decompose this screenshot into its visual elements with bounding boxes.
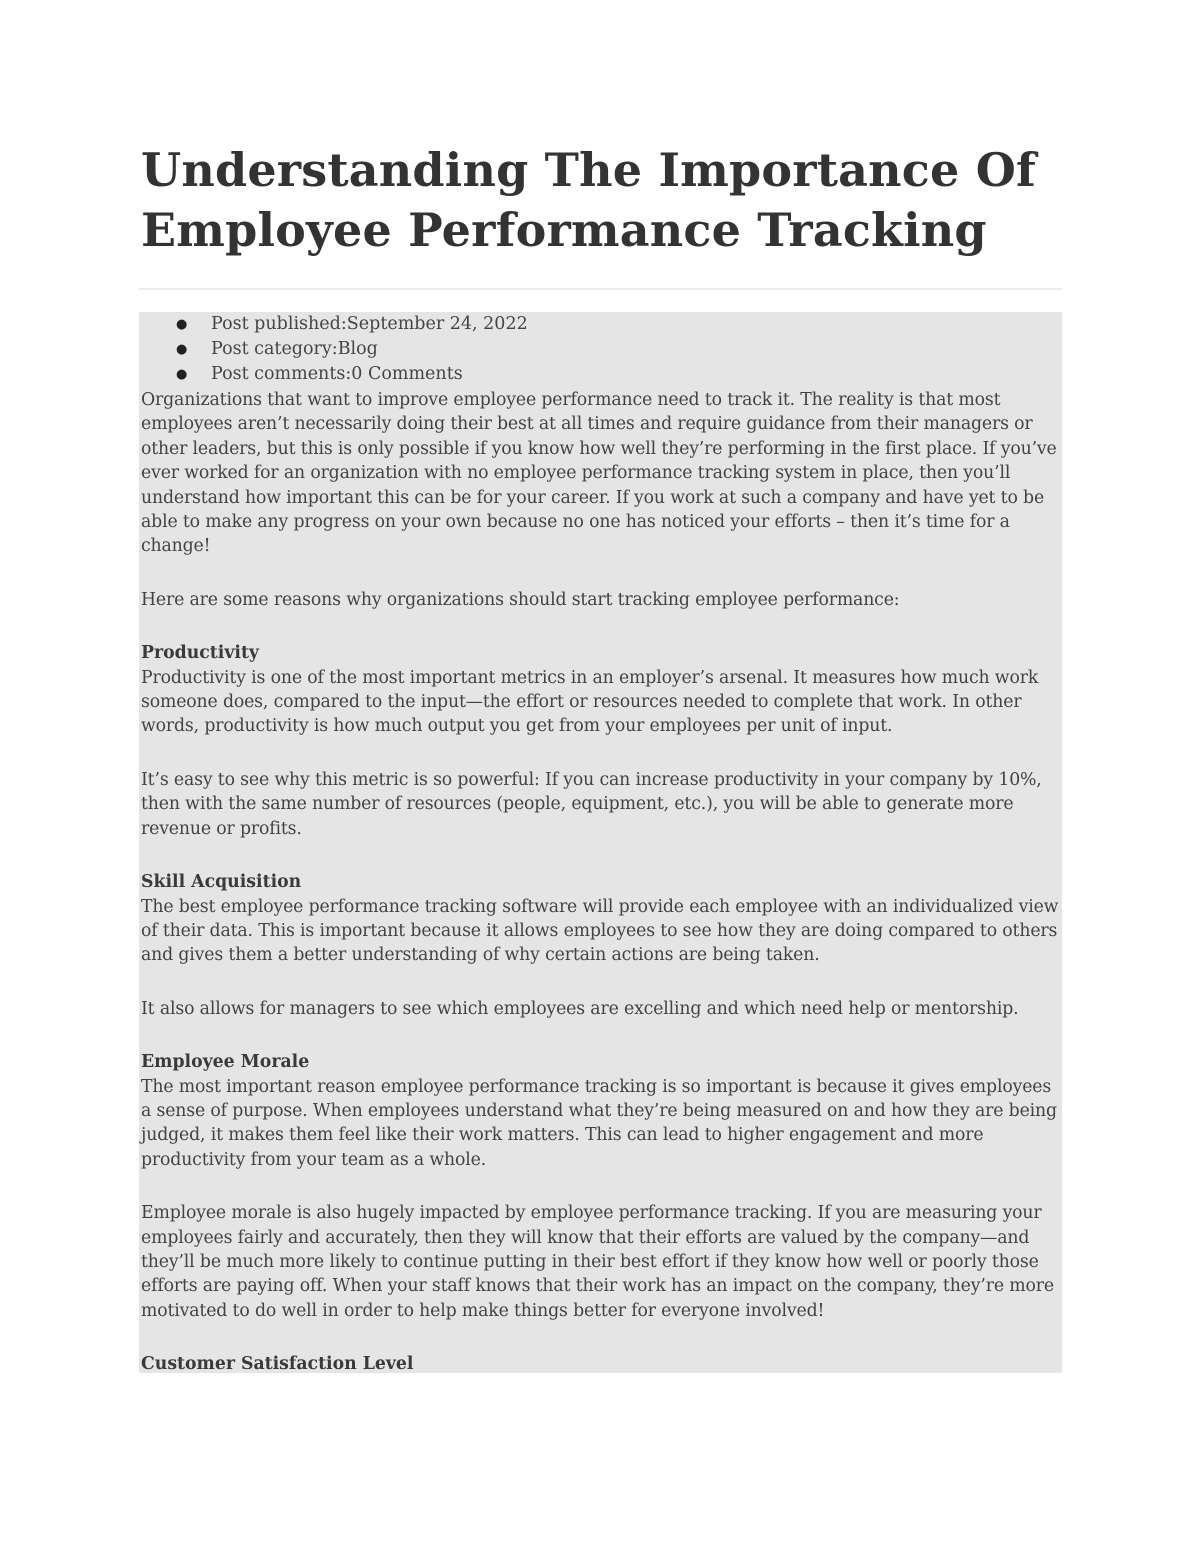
section-paragraph: The most important reason employee performance tracking is so important is because it gives employees a sense of purpose. When employees understand what they’re being measured on and how they are being judged, it makes them feel like their work matters. This can lead to higher engagement and more productivity from your team as a whole. bbox=[141, 1076, 1057, 1170]
meta-comments-value[interactable]: 0 Comments bbox=[351, 364, 463, 384]
meta-published bbox=[139, 312, 1062, 337]
bullet-icon: ● bbox=[176, 317, 188, 332]
meta-published-label: Post published: bbox=[211, 314, 347, 334]
section-paragraph: Employee morale is also hugely impacted by employee performance tracking. If you are measuring your employees fairly and accurately, then they will know that their efforts are valued by the company—and they’ll be much more likely to continue putting in their best effort if they know how well or poorly those efforts are paying off. When your staff knows that their work has an impact on the company, they’re more motivated to do well in order to help make things better for everyone involved! bbox=[141, 1203, 1054, 1321]
meta-category-value[interactable]: Blog bbox=[337, 339, 378, 359]
meta-comments bbox=[139, 362, 1062, 387]
meta-category-label: Post category: bbox=[211, 339, 338, 359]
article-body bbox=[139, 388, 1062, 1373]
post-meta-list bbox=[139, 312, 1062, 387]
title-divider bbox=[139, 288, 1062, 290]
section-heading-employee-morale: Employee Morale bbox=[141, 1052, 310, 1073]
section-paragraph: It also allows for managers to see which employees are excelling and which need help or mentorship. bbox=[141, 998, 1019, 1019]
bullet-icon: ● bbox=[176, 367, 188, 382]
section-paragraph: Productivity is one of the most important metrics in an employer’s arsenal. It measures how much work someone does, compared to the input—the effort or resources needed to complete that work. In other words, productivity is how much output you get from your employees per unit of input. bbox=[141, 667, 1039, 737]
section-paragraph: It’s easy to see why this metric is so powerful: If you can increase productivity in your company by 10%, then with the same number of resources (people, equipment, etc.), you will be able to generate more revenue or profits. bbox=[141, 769, 1042, 839]
section-paragraph: The best employee performance tracking software will provide each employee with an individualized view of their data. This is important because it allows employees to see how they are doing compared to others and gives them a better understanding of why certain actions are being taken. bbox=[141, 896, 1059, 966]
meta-category bbox=[139, 337, 1062, 362]
section-heading-skill-acquisition: Skill Acquisition bbox=[141, 872, 302, 893]
meta-comments-label: Post comments: bbox=[211, 364, 352, 384]
section-heading-customer-satisfaction: Customer Satisfaction Level bbox=[141, 1354, 414, 1375]
meta-published-value[interactable]: September 24, 2022 bbox=[346, 314, 528, 334]
article-content bbox=[139, 312, 1062, 1373]
section-heading-productivity: Productivity bbox=[141, 643, 259, 664]
page-title: Understanding The Importance Of Employee Performance Tracking bbox=[141, 143, 1036, 257]
lead-in-paragraph: Here are some reasons why organizations should start tracking employee performance: bbox=[141, 589, 900, 610]
bullet-icon: ● bbox=[176, 342, 188, 357]
intro-paragraph: Organizations that want to improve employee performance need to track it. The reality is that most employees aren’t necessarily doing their best at all times and require guidance from their managers or other leaders, but this is only possible if you know how well they’re performing in the first place. If you’ve ever worked for an organization with no employee performance tracking system in place, then you’ll understand how important this can be for your career. If you work at such a company and have yet to be able to make any progress on your own because no one has noticed your efforts – then it’s time for a change! bbox=[141, 390, 1057, 557]
